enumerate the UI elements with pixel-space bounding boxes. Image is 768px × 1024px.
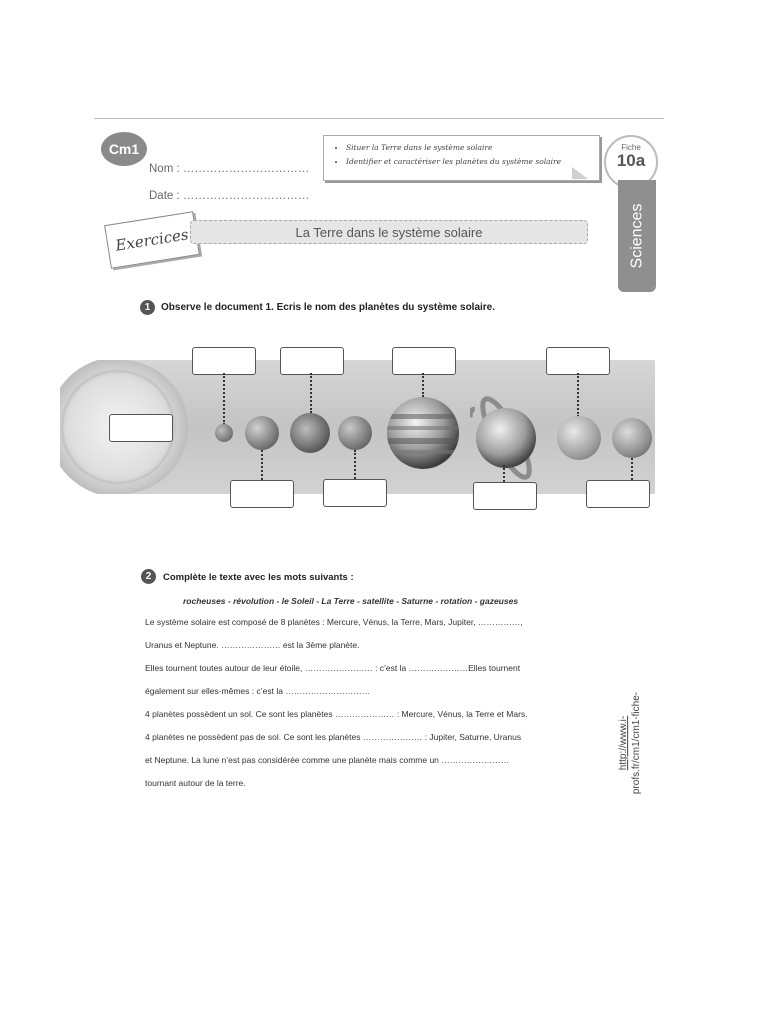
page-title: La Terre dans le système solaire — [190, 220, 588, 244]
source-url-line1[interactable]: http://www.i- — [618, 715, 629, 771]
page-fold-decoration — [572, 167, 588, 179]
planet-saturn — [470, 393, 542, 483]
planet-name-box-jupiter[interactable] — [392, 347, 456, 375]
connector-mars — [354, 450, 356, 479]
source-url — [600, 688, 660, 798]
planet-jupiter — [386, 396, 460, 470]
exercise-line: tournant autour de la terre. — [145, 778, 246, 788]
jupiter-icon — [386, 396, 460, 470]
subject-label: Sciences — [628, 203, 646, 269]
word-bank: rocheuses - révolution - le Soleil - La Terre - satellite - Saturne - rotation - gazeuses — [183, 596, 519, 606]
question-text: Complète le texte avec les mots suivants : — [163, 572, 354, 583]
planet-name-box-neptune[interactable] — [586, 480, 650, 508]
fiche-number: 10a — [616, 151, 646, 170]
exercise-line: et Neptune. La lune n’est pas considérée comme une planète mais comme un …………………… — [145, 755, 510, 765]
connector-mercury — [223, 373, 225, 425]
planet-venus — [245, 416, 279, 450]
subject-tab-text-wrapper — [618, 180, 656, 292]
exercise-line: 4 planètes ne possèdent pas de sol. Ce sont les planètes ………………… : Jupiter, Saturne, Uranus — [145, 732, 522, 742]
top-rule — [94, 118, 664, 119]
source-url-line2: profs.fr/cm1/cm1-fiche- — [631, 691, 642, 795]
connector-saturn — [503, 465, 505, 482]
date-field-label: Date : …………………………… — [149, 190, 310, 202]
question-number: 2 — [141, 569, 156, 584]
connector-jupiter — [422, 373, 424, 397]
exercise-line: Uranus et Neptune. ………………… est la 3ème planète. — [145, 640, 360, 650]
planet-name-box-mercury[interactable] — [192, 347, 256, 375]
planet-mercury — [215, 424, 233, 442]
exercise-line: Le système solaire est composé de 8 planètes : Mercure, Vénus, la Terre, Mars, Jupiter, ……………, — [145, 617, 523, 627]
planet-earth — [290, 413, 330, 453]
objective-item: • Situer la Terre dans le système solaire — [346, 141, 599, 155]
sun-name-box[interactable] — [109, 414, 173, 442]
connector-venus — [261, 450, 263, 480]
connector-earth — [310, 373, 312, 413]
saturn-icon — [470, 393, 542, 483]
fiche-label: Fiche — [621, 143, 641, 152]
exercices-tag: Exercices — [104, 211, 200, 269]
question-number: 1 — [140, 300, 155, 315]
planet-neptune — [612, 418, 652, 458]
planet-name-box-earth[interactable] — [280, 347, 344, 375]
planet-name-box-venus[interactable] — [230, 480, 294, 508]
exercise-line: Elles tournent toutes autour de leur étoile, …………………… : c’est la …………………Elles tournent — [145, 663, 521, 673]
name-field-label: Nom : …………………………… — [149, 163, 310, 175]
objective-item: • Identifier et caractériser les planètes du système solaire — [346, 155, 599, 169]
planet-name-box-mars[interactable] — [323, 479, 387, 507]
planet-mars — [338, 416, 372, 450]
planet-name-box-saturn[interactable] — [473, 482, 537, 510]
planet-name-box-uranus[interactable] — [546, 347, 610, 375]
question-text: Observe le document 1. Ecris le nom des planètes du système solaire. — [161, 302, 496, 313]
exercise-line: également sur elles-mêmes : c’est la ………………………… — [145, 686, 371, 696]
connector-neptune — [631, 458, 633, 480]
objectives-box — [323, 135, 600, 181]
connector-uranus — [577, 373, 579, 417]
level-badge: Cm1 — [101, 132, 147, 166]
exercise-line: 4 planètes possèdent un sol. Ce sont les planètes ………………… : Mercure, Vénus, la Terre et Mars. — [145, 709, 528, 719]
planet-uranus — [557, 416, 601, 460]
